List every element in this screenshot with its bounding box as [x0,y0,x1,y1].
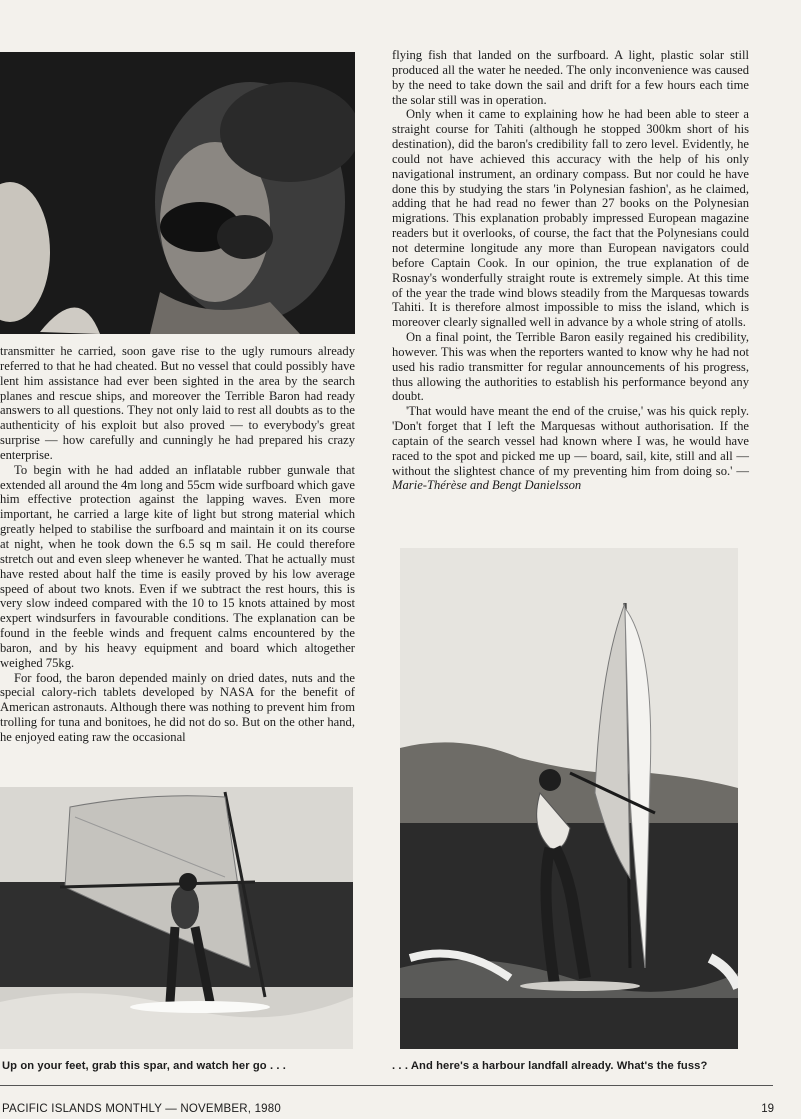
byline: Marie-Thérèse and Bengt Danielsson [392,478,582,493]
paragraph: 'That would have meant the end of the cruise,' was his quick reply. 'Don't forget that I left the Marquesas without authorisation. If the captain of the search vessel had known where I was, he would have raced to the spot and picked me up — board, sail, kite, still and all — without the slightest chance of my preventing him from doing so.' — [392,404,749,478]
page-number: 19 [761,1103,774,1115]
paragraph: For food, the baron depended mainly on dried dates, nuts and the special calory-rich tablets developed by NASA for the benefit of American astronauts. Although there was nothing to prevent him from trolling for tuna and bonitoes, he did not do so. But on the other hand, he enjoyed eating raw the occasional [0,670,355,744]
windsurfer-photo [0,787,353,1049]
photo-caption-left: Up on your feet, grab this spar, and watch her go . . . [2,1060,286,1072]
publication-footer: PACIFIC ISLANDS MONTHLY — NOVEMBER, 1980 [2,1103,281,1115]
portrait-photo [0,52,355,334]
paragraph: flying fish that landed on the surfboard. A light, plastic solar still produced all the water he needed. The only inconvenience was caused by the need to take down the sail and drift for a few hours each time the solar still was in operation. [392,48,749,107]
paragraph: transmitter he carried, soon gave rise to the ugly rumours already referred to that he had cheated. But no vessel that could possibly have lent him assistance had ever been sighted in the area by the search planes and rescue ships, and moreover the Terrible Baron had ready answers to all questions. They not only laid to rest all doubts as to the authenticity of his exploit but also proved — to everybody's great surprise — how carefully and cunningly he had prepared his crazy enterprise. [0,344,355,462]
paragraph: On a final point, the Terrible Baron easily regained his credibility, however. This was when the reporters wanted to know why he had not used his radio transmitter for regular announcements of his progress, thus allowing the authorities to establish his performance beyond any doubt. [392,330,749,404]
windsurfer-harbour-photo [400,548,738,1049]
photo-caption-right: . . . And here's a harbour landfall already. What's the fuss? [392,1060,708,1072]
right-text-column [392,48,749,493]
footer-divider [0,1085,773,1086]
paragraph: To begin with he had added an inflatable rubber gunwale that extended all around the 4m long and 55cm wide surfboard which gave him effective protection against the lapping waves. Even more important, he carried a large kite of light but strong material which greatly helped to stabilise the surfboard and maintain it on its course at night, when he took down the 6.5 sq m sail. He could therefore stretch out and even sleep whenever he wanted. That he actually must have rested about half the time is easily proved by his low average speed of about two knots. Even if we subtract the rest hours, this is very slow indeed compared with the 10 to 15 knots attained by most expert windsurfers in favourable conditions. The explanation can be found in the feeble winds and frequent calms encountered by the baron, and by his heavy equipment and board which altogether weighed 75kg. [0,462,355,670]
paragraph-with-byline [392,404,749,493]
left-text-column [0,344,355,745]
paragraph: Only when it came to explaining how he had been able to steer a straight course for Tahiti (although he stopped 300km short of his destination), did the baron's credibility fall to zero level. Evidently, he could not have achieved this accuracy with the help of his only navigational instrument, an ordinary compass. But nor could he have done this by studying the stars 'in Polynesian fashion', as he claimed, adding that he had read no fewer than 27 books on the Polynesian migrations. This explanation probably impressed European magazine readers but it overlooks, of course, the fact that the Polynesians could not determine longitude any more than European navigators could before Captain Cook. In our opinion, the true explanation of de Rosnay's wonderfully straight route is extremely simple. At this time of the year the trade wind blows steadily from the Marquesas towards Tahiti. It is therefore almost impossible to miss the island, which is moreover clearly signalled well in advance by a whole string of atolls. [392,107,749,330]
